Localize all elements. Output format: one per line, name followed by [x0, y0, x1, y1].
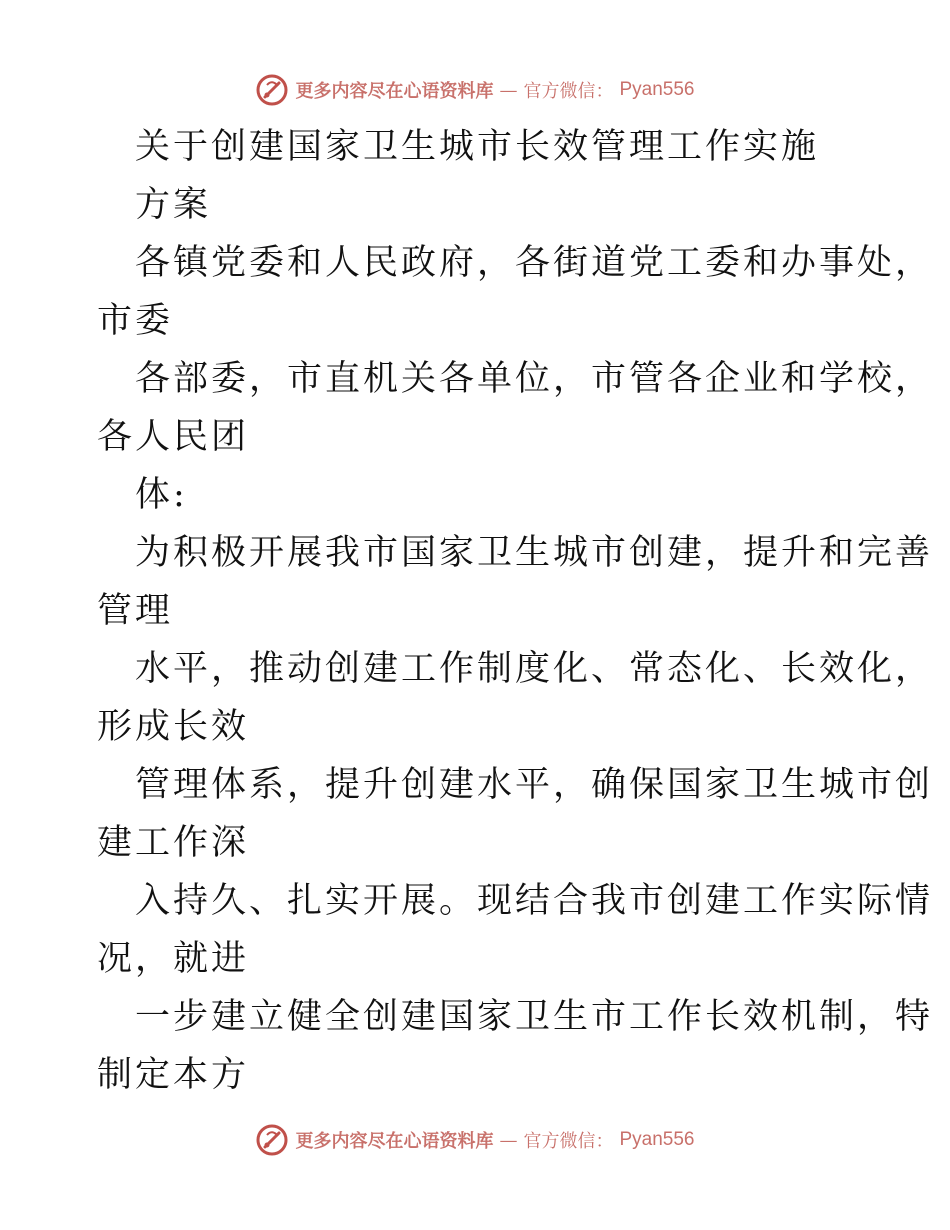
banner-wechat-label: 官方微信：	[523, 1131, 614, 1152]
banner-text: 更多内容尽在心语资料库	[295, 1131, 494, 1152]
text-line: 形成长效	[97, 707, 250, 747]
banner-dash: —	[499, 79, 518, 101]
text-line: 入持久、扎实开展。现结合我市创建工作实际情	[135, 881, 934, 921]
text-line: 管理	[97, 591, 174, 631]
document-body	[97, 118, 934, 1104]
text-line: 建工作深	[97, 823, 250, 863]
banner-wechat-label: 官方微信：	[523, 81, 614, 102]
text-line: 体:	[135, 475, 188, 515]
text-line: 方案	[135, 185, 212, 225]
banner-wechat-id: Pyan556	[619, 1129, 695, 1150]
banner-wechat-id: Pyan556	[619, 79, 695, 100]
text-line: 各镇党委和人民政府，各街道党工委和办事处，	[135, 243, 934, 283]
text-line: 制定本方	[97, 1055, 250, 1095]
header-watermark-banner	[0, 70, 950, 110]
text-line: 各人民团	[97, 417, 250, 457]
text-line: 各部委，市直机关各单位，市管各企业和学校，	[135, 359, 934, 399]
text-line: 况，就进	[97, 939, 250, 979]
footer-watermark-banner	[0, 1120, 950, 1160]
text-line: 一步建立健全创建国家卫生市工作长效机制，特	[135, 997, 934, 1037]
text-line: 为积极开展我市国家卫生城市创建，提升和完善	[135, 533, 934, 573]
banner-dash: —	[499, 1129, 518, 1151]
library-logo-icon	[255, 1123, 289, 1157]
banner-text: 更多内容尽在心语资料库	[295, 81, 494, 102]
text-line: 市委	[97, 301, 174, 341]
library-logo-icon	[255, 73, 289, 107]
text-line: 管理体系，提升创建水平，确保国家卫生城市创	[135, 765, 934, 805]
text-line: 水平，推动创建工作制度化、常态化、长效化，	[135, 649, 934, 689]
text-line: 关于创建国家卫生城市长效管理工作实施	[135, 127, 820, 167]
